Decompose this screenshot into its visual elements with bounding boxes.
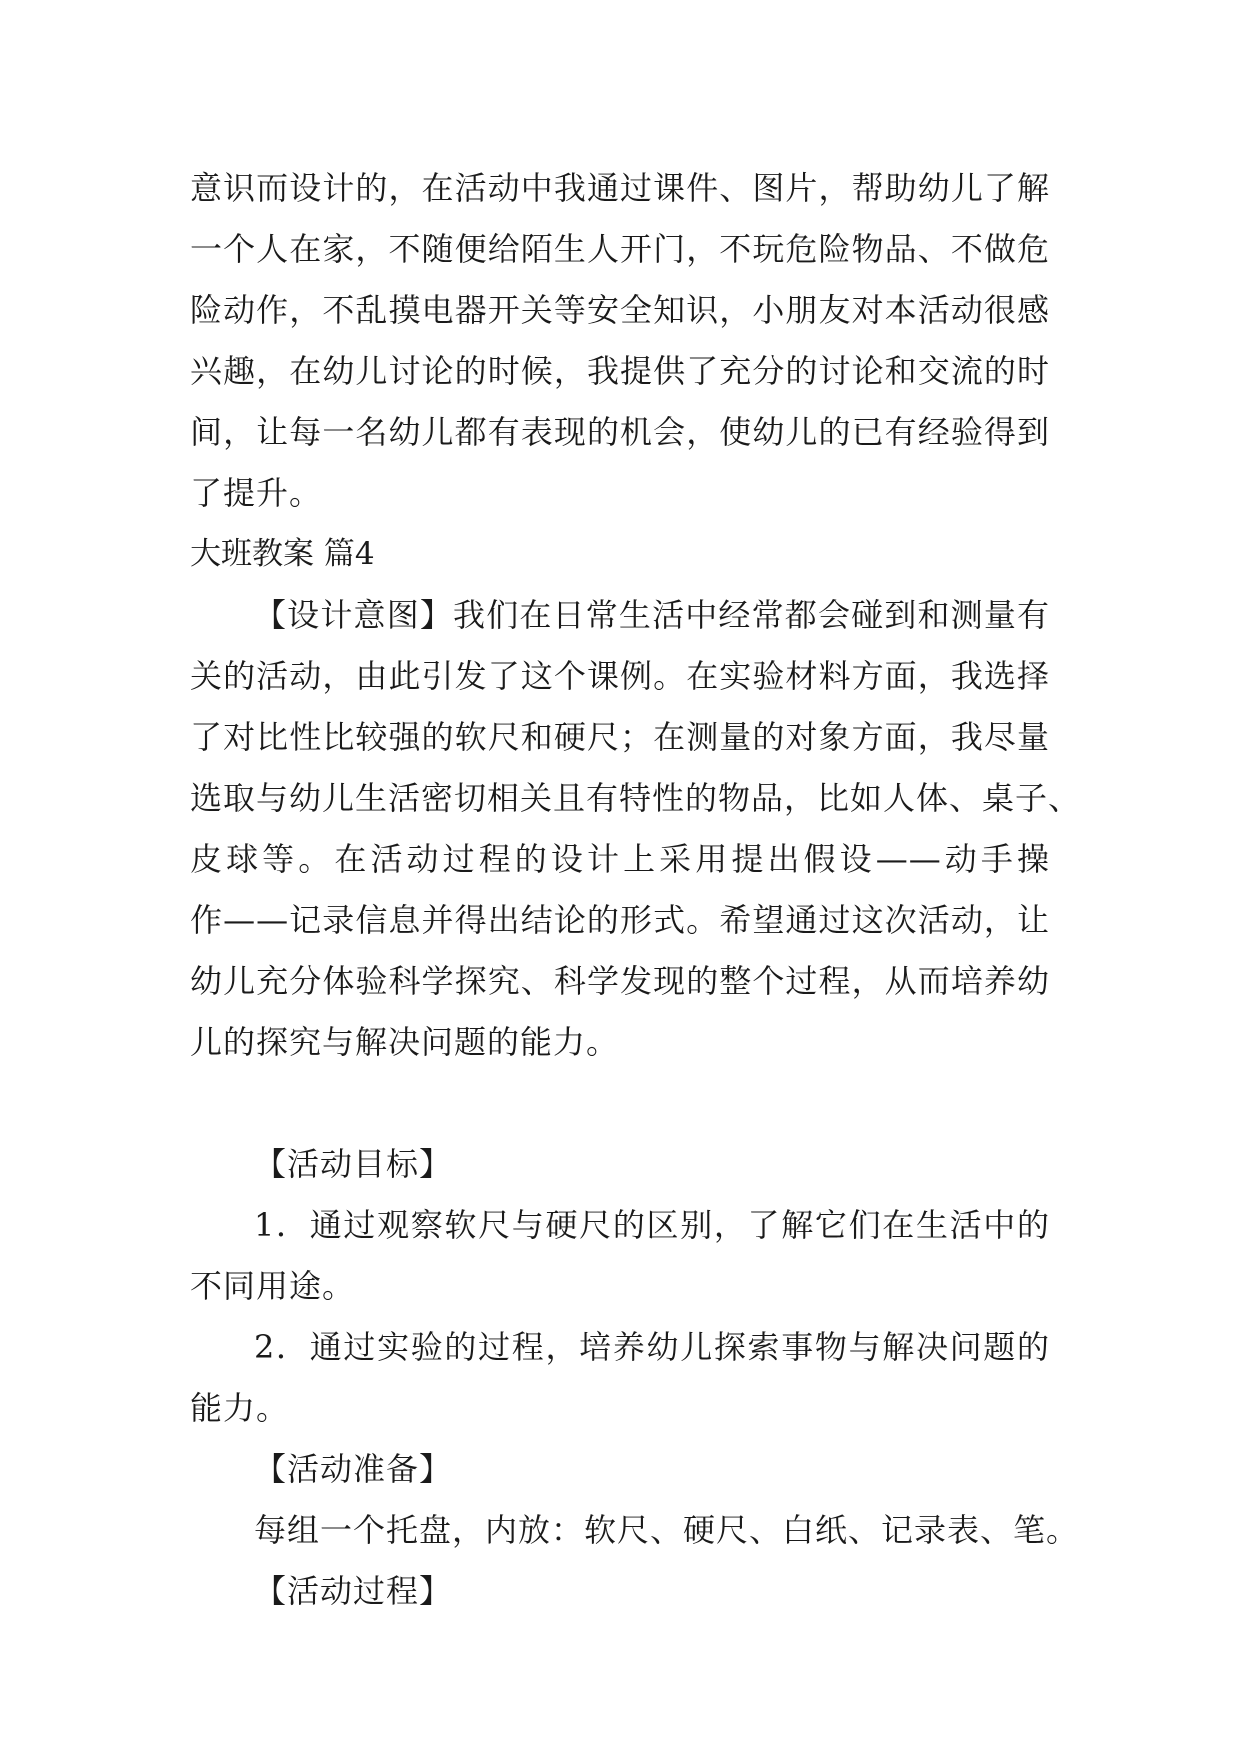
- intro-line-6: 了提升。: [190, 474, 323, 512]
- intro-line-1: 意识而设计的，在活动中我通过课件、图片，帮助幼儿了解: [190, 169, 1050, 207]
- design-line-7: 幼儿充分体验科学探究、科学发现的整个过程，从而培养幼: [190, 962, 1050, 1000]
- goals-heading: 【活动目标】: [254, 1145, 453, 1183]
- design-line-4: 选取与幼儿生活密切相关且有特性的物品，比如人体、桌子、: [190, 779, 1082, 817]
- prep-text: 每组一个托盘，内放：软尺、硬尺、白纸、记录表、笔。: [254, 1511, 1080, 1549]
- design-line-3: 了对比性比较强的软尺和硬尺；在测量的对象方面，我尽量: [190, 718, 1050, 756]
- prep-heading: 【活动准备】: [254, 1450, 453, 1488]
- design-line-5: 皮球等。在活动过程的设计上采用提出假设——动手操: [190, 840, 1050, 878]
- intro-line-4: 兴趣，在幼儿讨论的时候，我提供了充分的讨论和交流的时: [190, 352, 1050, 390]
- intro-line-5: 间，让每一名幼儿都有表现的机会，使幼儿的已有经验得到: [190, 413, 1050, 451]
- paragraph-spacer: [190, 1073, 1050, 1134]
- document-page: [190, 158, 1082, 1622]
- design-line-8: 儿的探究与解决问题的能力。: [190, 1023, 620, 1061]
- goal-2-line-1: 2．通过实验的过程，培养幼儿探索事物与解决问题的: [254, 1328, 1050, 1366]
- intro-line-3: 险动作，不乱摸电器开关等安全知识，小朋友对本活动很感: [190, 291, 1050, 329]
- design-line-1: 【设计意图】我们在日常生活中经常都会碰到和测量有: [254, 596, 1050, 634]
- goal-1-line-1: 1．通过观察软尺与硬尺的区别，了解它们在生活中的: [254, 1206, 1050, 1244]
- section-title: 大班教案 篇4: [190, 536, 375, 572]
- design-line-2: 关的活动，由此引发了这个课例。在实验材料方面，我选择: [190, 657, 1050, 695]
- design-line-6: 作——记录信息并得出结论的形式。希望通过这次活动，让: [190, 901, 1050, 939]
- goal-2-line-2: 能力。: [190, 1389, 290, 1427]
- intro-line-2: 一个人在家，不随便给陌生人开门，不玩危险物品、不做危: [190, 230, 1050, 268]
- process-heading: 【活动过程】: [254, 1572, 453, 1610]
- goal-1-line-2: 不同用途。: [190, 1267, 356, 1305]
